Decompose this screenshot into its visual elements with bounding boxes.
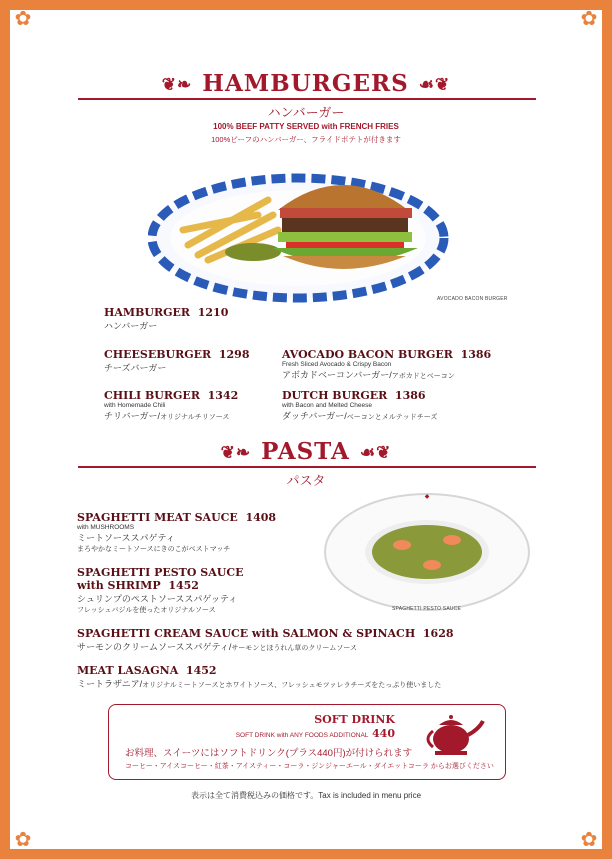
menu-item-spaghetti-cream-sauce (77, 627, 454, 653)
hamburgers-title: ❦❧ HAMBURGERS ☙❦ (161, 70, 451, 97)
menu-item-chili-burger (104, 389, 238, 422)
teapot-icon (421, 711, 487, 757)
soft-drink-line-ja: お料理、スイーツにはソフトドリンク(プラス440円)が付けられます (125, 748, 413, 759)
item-title: CHILI BURGER 1342 (104, 389, 239, 402)
scroll-ornament-icon: ❦❧ (161, 75, 193, 95)
menu-item-avocado-bacon-burger (282, 348, 491, 381)
corner-ornament-icon: ✿ (14, 8, 32, 30)
item-japanese: ハンバーガー (104, 321, 158, 331)
item-japanese: アボカドベーコンバーガー/アボカドとベーコン (282, 370, 455, 380)
corner-ornament-icon: ✿ (580, 8, 598, 30)
item-description: with MUSHROOMS (77, 524, 135, 531)
section-divider (78, 466, 536, 468)
item-title: SPAGHETTI MEAT SAUCE 1408 (77, 511, 277, 524)
menu-item-cheeseburger (104, 348, 250, 374)
item-description: with Homemade Chili (104, 402, 166, 409)
corner-ornament-icon: ✿ (14, 829, 32, 851)
item-description: Fresh Sliced Avocado & Crispy Bacon (282, 361, 392, 368)
hamburgers-subtitle: ハンバーガー (267, 105, 345, 120)
menu-item-hamburger (104, 306, 228, 332)
item-japanese: ミートラザニア/オリジナルミートソースとホワイトソース、フレッシュモツァレラチーズをたっぷり使いました (77, 679, 442, 689)
item-japanese: ダッチバーガー/ベーコンとメルテッドチーズ (282, 411, 438, 421)
menu-item-meat-lasagna (77, 664, 441, 690)
burger-photo (148, 160, 458, 308)
menu-item-dutch-burger (282, 389, 437, 422)
section-divider (78, 98, 536, 100)
item-title: HAMBURGER 1210 (104, 306, 229, 319)
soft-drink-line-en: SOFT DRINK with ANY FOODS ADDITIONAL 440 (235, 727, 395, 740)
item-title: CHEESEBURGER 1298 (104, 348, 250, 361)
item-title-line1: SPAGHETTI PESTO SAUCE (77, 566, 244, 579)
hamburgers-tagline-en: 100% BEEF PATTY SERVED with FRENCH FRIES (213, 122, 399, 131)
item-japanese: ミートソーススパゲティ (77, 533, 175, 543)
pasta-photo (322, 490, 532, 614)
corner-ornament-icon: ✿ (580, 829, 598, 851)
item-japanese: チリバーガー/オリジナルチリソース (104, 411, 230, 421)
soft-drink-title: SOFT DRINK (314, 713, 395, 726)
scroll-ornament-icon: ❦❧ (220, 443, 252, 463)
item-title: DUTCH BURGER 1386 (282, 389, 426, 402)
item-note: フレッシュバジルを使ったオリジナルソース (77, 607, 216, 614)
svg-text:◆: ◆ (424, 493, 430, 500)
item-japanese: サーモンのクリームソーススパゲティ/サーモンとほうれん草のクリームソース (77, 642, 357, 652)
tax-note: 表示は全て消費税込みの価格です。Tax is included in menu price (190, 791, 422, 800)
soft-drink-options: コーヒー・アイスコーヒー・紅茶・アイスティー・コーラ・ジンジャーエール・ダイエットコーラ からお選びください (125, 763, 494, 770)
soft-drink-box (108, 704, 506, 780)
item-japanese: シュリンプのペストソーススパゲッティ (77, 594, 238, 604)
item-title: SPAGHETTI CREAM SAUCE with SALMON & SPINACH 1628 (77, 627, 454, 640)
menu-item-spaghetti-pesto (77, 566, 243, 615)
item-note: まろやかなミートソースにきのこがベストマッチ (77, 546, 231, 553)
scroll-ornament-icon: ☙❦ (418, 75, 451, 95)
pasta-photo-caption: SPAGHETTI PESTO SAUCE (392, 606, 462, 612)
item-japanese: チーズバーガー (104, 363, 167, 373)
item-description: with Bacon and Melted Cheese (282, 402, 372, 409)
item-title: AVOCADO BACON BURGER 1386 (282, 348, 492, 361)
pasta-subtitle: パスタ (286, 473, 326, 488)
burger-photo-caption: AVOCADO BACON BURGER (437, 296, 508, 302)
pasta-title: ❦❧ PASTA ☙❦ (220, 438, 392, 465)
item-title: MEAT LASAGNA 1452 (77, 664, 217, 677)
soft-drink-price: 440 (372, 727, 395, 740)
hamburgers-tagline-ja: 100%ビーフのハンバーガー、フライドポテトが付きます (211, 135, 401, 144)
scroll-ornament-icon: ☙❦ (359, 443, 392, 463)
menu-item-spaghetti-meat-sauce (77, 511, 276, 554)
item-title-line2: with SHRIMP 1452 (77, 579, 199, 592)
